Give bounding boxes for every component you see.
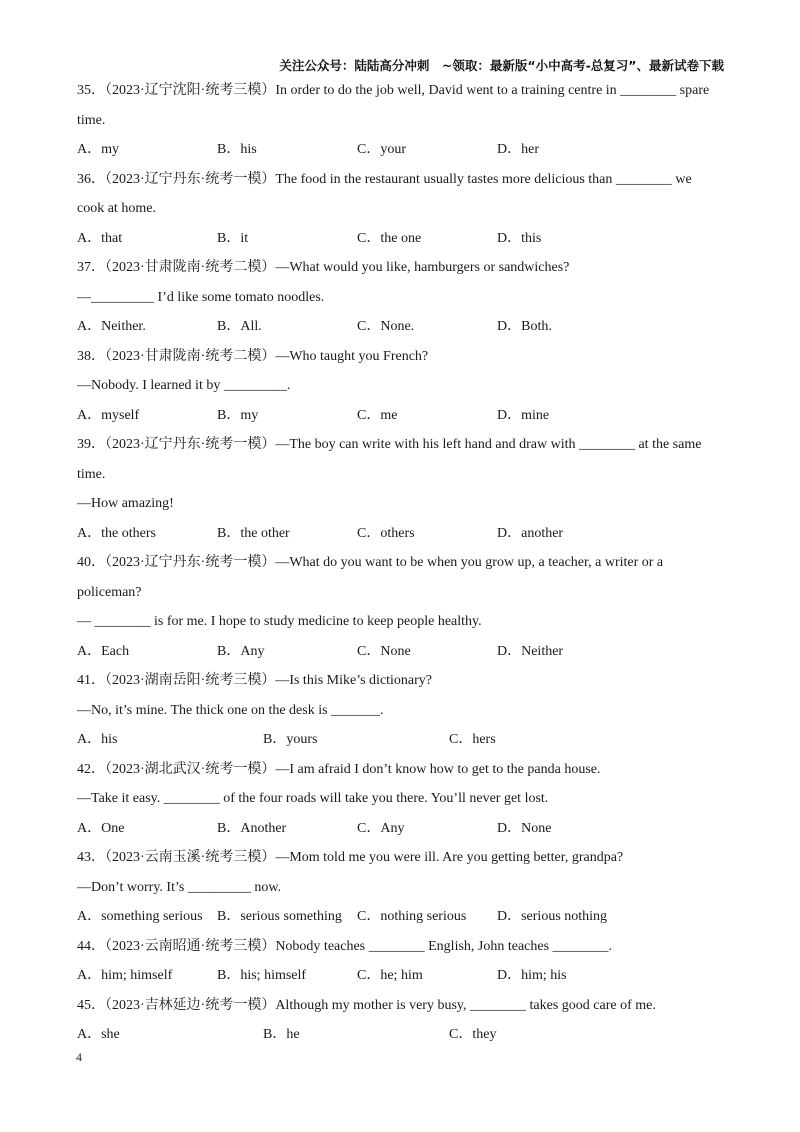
answer-option: B．Any [217,643,265,659]
question-stem: 35．（2023·辽宁沈阳·统考三模）In order to do the job well, David went to a training centre in ________ spare [77,83,710,98]
answer-option: A．the others [77,525,156,541]
question-item [77,253,727,342]
answer-options [77,312,727,342]
question-item [77,548,727,666]
question-item [77,843,727,932]
answer-option: B．All. [217,319,262,334]
answer-option: D．Both. [497,319,552,334]
answer-option: A．something serious [77,909,203,924]
answer-options [77,637,727,667]
page-header: 关注公众号：陆陆高分冲刺 ~领取：最新版“小中高考-总复习”、最新试卷下载 [279,58,724,73]
question-stem: 39．（2023·辽宁丹东·统考一模）—The boy can write with his left hand and draw with ________ at the same [77,437,702,452]
answer-option: D．him; his [497,968,567,983]
question-stem: 38．（2023·甘肃陇南·统考二模）—Who taught you French? [77,348,429,364]
answer-option: C．nothing serious [357,909,467,924]
answer-options [77,725,727,755]
answer-option: C．hers [449,732,496,747]
answer-options [77,814,727,844]
answer-option: A．she [77,1027,120,1042]
answer-option: A．my [77,142,119,157]
answer-option: A．him; himself [77,968,173,983]
question-line: —How amazing! [77,496,174,511]
answer-option: D．another [497,525,564,541]
question-line: time. [77,466,106,482]
question-line: —Take it easy. ________ of the four roads will take you there. You’ll never get lost. [77,791,549,806]
answer-option: D．this [497,230,542,246]
question-line: policeman? [77,584,142,600]
answer-option: A．myself [77,407,140,423]
question-item [77,76,727,165]
question-stem: 42．（2023·湖北武汉·统考一模）—I am afraid I don’t know how to get to the panda house. [77,761,601,777]
question-stem: 37．（2023·甘肃陇南·统考二模）—What would you like, hamburgers or sandwiches? [77,260,570,275]
answer-option: D．Neither [497,643,564,659]
question-item [77,666,727,755]
question-item [77,165,727,254]
question-stem: 43．（2023·云南玉溪·统考三模）—Mom told me you were ill. Are you getting better, grandpa? [77,850,624,865]
answer-option: C．None [357,643,411,659]
answer-option: C．me [357,407,398,423]
answer-options [77,519,727,549]
answer-option: A．Neither. [77,319,146,334]
question-item [77,342,727,431]
answer-option: D．None [497,820,552,836]
question-line: —Nobody. I learned it by _________. [77,378,291,393]
question-stem: 41．（2023·湖南岳阳·统考三模）—Is this Mike’s dictionary? [77,673,433,688]
question-item [77,932,727,991]
answer-option: B．yours [263,732,318,747]
question-stem: 36．（2023·辽宁丹东·统考一模）The food in the restaurant usually tastes more delicious than ________ we [77,171,692,187]
answer-option: C．None. [357,319,415,334]
question-line: —_________ I’d like some tomato noodles. [77,289,325,305]
answer-option: C．they [449,1027,497,1042]
answer-option: A．Each [77,643,130,659]
answer-option: C．he; him [357,968,423,983]
answer-option: A．One [77,820,125,836]
answer-option: B．it [217,230,249,246]
question-stem: 44．（2023·云南昭通·统考三模）Nobody teaches ________ English, John teaches ________. [77,938,613,954]
question-stem: 45．（2023·吉林延边·统考一模）Although my mother is very busy, ________ takes good care of me. [77,997,656,1013]
answer-option: B．his [217,142,257,157]
question-line: —No, it’s mine. The thick one on the desk is _______. [77,702,384,718]
question-line: time. [77,112,106,128]
answer-options [77,1020,727,1050]
question-item [77,991,727,1050]
answer-option: B．the other [217,525,290,541]
answer-option: A．his [77,732,118,747]
page-number: 4 [76,1050,82,1064]
question-line: — ________ is for me. I hope to study medicine to keep people healthy. [77,614,482,629]
answer-options [77,135,727,165]
question-list [77,76,727,1050]
answer-options [77,224,727,254]
answer-option: C．Any [357,820,405,836]
answer-option: B．Another [217,820,287,836]
answer-option: B．serious something [217,909,342,924]
answer-option: B．my [217,407,259,423]
answer-option: B．he [263,1027,300,1042]
question-line: cook at home. [77,201,156,216]
question-stem: 40．（2023·辽宁丹东·统考一模）—What do you want to be when you grow up, a teacher, a writer or a [77,555,664,570]
question-line: —Don’t worry. It’s _________ now. [77,879,282,895]
answer-option: D．serious nothing [497,909,608,924]
answer-option: D．mine [497,407,550,423]
answer-options [77,961,727,991]
answer-options [77,401,727,431]
answer-option: B．his; himself [217,968,307,983]
answer-option: C．others [357,525,415,541]
answer-option: C．your [357,142,406,157]
answer-option: A．that [77,230,123,246]
answer-option: C．the one [357,230,422,246]
question-item [77,430,727,548]
question-item [77,755,727,844]
answer-options [77,902,727,932]
answer-option: D．her [497,142,539,157]
